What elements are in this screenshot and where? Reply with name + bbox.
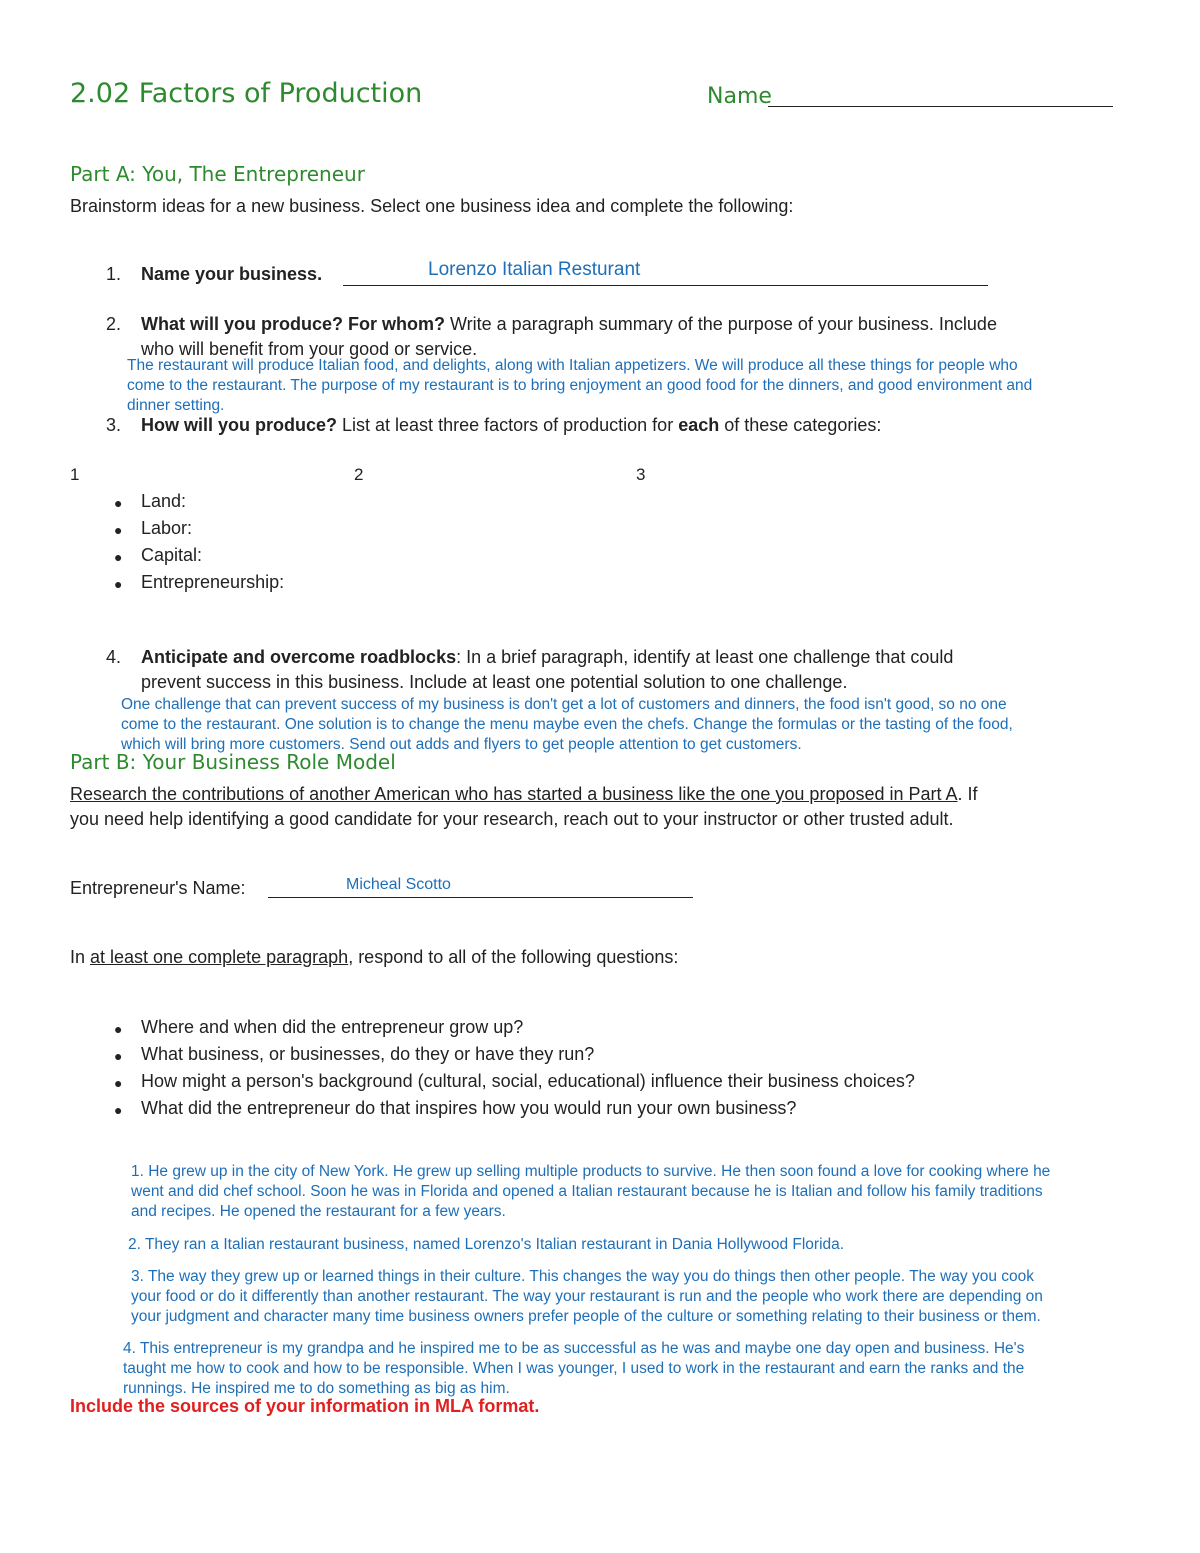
research-underlined: Research the contributions of another American who has started a business like the one you proposed in Part A [70,784,958,804]
q4-bold: Anticipate and overcome roadblocks [141,647,457,667]
q4-number: 4. [106,647,122,667]
q2-answer-line: dinner setting. [127,397,225,414]
entrepreneur-name-label: Entrepreneur's Name: [70,878,246,898]
factor-labor: Labor: [141,518,193,538]
q4-prompt-line2: prevent success in this business. Include at least one potential solution to one challenge. [141,672,848,692]
q4-rest: : In a brief paragraph, identify at least one challenge that could [456,647,954,667]
bullet-icon: ● [114,522,123,538]
research-rest: . If [957,784,978,804]
q4-prompt [141,645,953,670]
q3-rest1: List at least three factors of production for [337,415,679,435]
bullet-icon: ● [114,576,123,592]
part-a-heading: Part A: You, The Entrepreneur [70,162,365,186]
part-a-intro: Brainstorm ideas for a new business. Select one business idea and complete the following: [70,196,794,216]
q3-prompt [141,413,881,438]
answer-2-line: 2. They ran a Italian restaurant business, named Lorenzo's Italian restaurant in Dania Hollywood Florida. [128,1236,845,1253]
research-prompt [70,782,978,807]
q4-answer-line: One challenge that can prevent success of my business is don't get a lot of customers and dinners, the food isn't good, so no one [121,696,1007,713]
answer-4-line: taught me how to cook and how to be responsible. When I was younger, I used to work in the restaurant and earn the ranks and the [123,1360,1025,1377]
entrepreneur-name-answer: Micheal Scotto [346,876,451,893]
bullet-icon: ● [114,1021,123,1037]
entrepreneur-name-field[interactable] [268,897,693,898]
q1-label-text: Name your business. [141,264,323,284]
column-2-label: 2 [354,465,364,484]
business-name-answer: Lorenzo Italian Resturant [428,259,641,280]
q4-answer-line: come to the restaurant. One solution is to change the menu maybe even the chefs. Change the formulas or the tasting of the food, [121,716,1013,733]
bullet-icon: ● [114,549,123,565]
para-prefix: In [70,947,91,967]
answer-1-line: and recipes. He opened the restaurant for a few years. [131,1203,506,1220]
research-prompt-line2: you need help identifying a good candidate for your research, reach out to your instructor or other trusted adult. [70,809,954,829]
q2-prompt [141,312,997,337]
q2-bold: What will you produce? For whom? [141,314,445,334]
answer-1-line: went and did chef school. Soon he was in Florida and opened a Italian restaurant because he is Italian and follow his family traditions [131,1183,1043,1200]
column-3-label: 3 [636,465,646,484]
q1-label [141,262,322,287]
q1-number: 1. [106,264,122,284]
bullet-icon: ● [114,495,123,511]
name-field[interactable] [768,106,1113,107]
part-b-heading: Part B: Your Business Role Model [70,750,396,774]
factor-entrepreneurship: Entrepreneurship: [141,572,285,592]
para-rest: , respond to all of the following questions: [348,947,679,967]
business-name-field[interactable] [343,285,988,286]
answer-4-line: 4. This entrepreneur is my grandpa and he inspired me to be as successful as he was and maybe one day open and business. He's [123,1340,1025,1357]
factor-capital: Capital: [141,545,203,565]
q3-bold2: each [678,415,720,435]
question-item: What did the entrepreneur do that inspires how you would run your own business? [141,1098,797,1118]
answer-3-line: 3. The way they grew up or learned things in their culture. This changes the way you do things then other people. The way you cook [131,1268,1034,1285]
column-1-label: 1 [70,465,80,484]
name-label: Name [707,84,772,109]
para-underlined: at least one complete paragraph [90,947,349,967]
bullet-icon: ● [114,1048,123,1064]
answer-4-line: runnings. He inspired me to do something as big as him. [123,1380,510,1397]
question-item: What business, or businesses, do they or have they run? [141,1044,595,1064]
q3-number: 3. [106,415,122,435]
q2-number: 2. [106,314,122,334]
q3-rest2: of these categories: [719,415,882,435]
q2-rest: Write a paragraph summary of the purpose of your business. Include [445,314,997,334]
page-title: 2.02 Factors of Production [70,78,423,109]
q3-bold: How will you produce? [141,415,338,435]
bullet-icon: ● [114,1075,123,1091]
q4-answer-line: which will bring more customers. Send out adds and flyers to get people attention to get customers. [121,736,802,753]
answer-1-line: 1. He grew up in the city of New York. He grew up selling multiple products to survive. He then soon found a love for cooking where he [131,1163,1051,1180]
paragraph-instruction [70,945,678,970]
answer-3-line: your judgment and character many time business owners prefer people of the culture or something relating to their business or them. [131,1308,1041,1325]
bullet-icon: ● [114,1102,123,1118]
q2-answer-line: The restaurant will produce Italian food, and delights, along with Italian appetizers. We will produce all these things for people who [127,357,1018,374]
q2-answer-line: come to the restaurant. The purpose of my restaurant is to bring enjoyment an good food for the dinners, and good environment and [127,377,1033,394]
q2-prompt-line2: who will benefit from your good or service. [141,339,478,359]
factor-land: Land: [141,491,187,511]
sources-note: Include the sources of your information in MLA format. [70,1396,540,1416]
question-item: How might a person's background (cultural, social, educational) influence their business choices? [141,1071,915,1091]
question-item: Where and when did the entrepreneur grow up? [141,1017,524,1037]
answer-3-line: your food or do it differently than another restaurant. The way your restaurant is run and the people who work there are depending on [131,1288,1043,1305]
